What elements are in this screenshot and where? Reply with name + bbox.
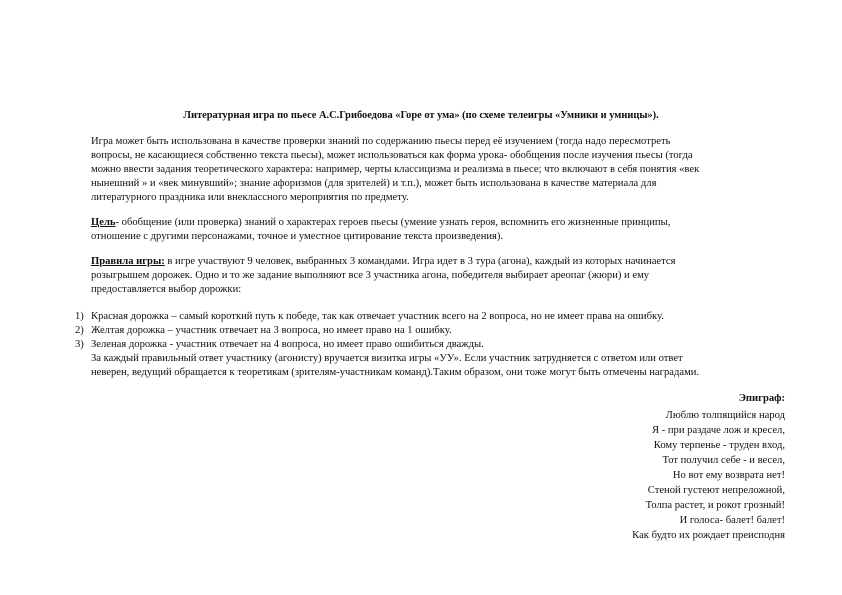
list-number: 2) <box>75 325 84 336</box>
rules-text: в игре участвуют 9 человек, выбранных 3 командами. Игра идет в 3 тура (агона), каждый из которых начинается <box>164 256 676 267</box>
intro-line: литературного праздника или внеклассного мероприятия по предмету. <box>91 192 409 203</box>
epigraph-line: Люблю толпящийся народ <box>665 410 785 421</box>
goal-line <box>91 216 670 230</box>
rules-line: розыгрышем дорожек. Одно и то же задание выполняют все 3 участника агона, победителя выбирает ареопаг (жюри) и ему <box>91 270 650 281</box>
epigraph-line: Толпа растет, и рокот грозный! <box>645 500 785 511</box>
epigraph-line: Стеной густеют непреложной, <box>647 485 785 496</box>
epigraph-heading: Эпиграф: <box>738 393 785 404</box>
list-text: Зеленая дорожка - участник отвечает на 4 вопроса, но имеет право ошибиться дважды. <box>91 339 484 350</box>
intro-line: нынешний » и «век минувший»; знание афоризмов (для зрителей) и т.п.), может быть использована в качестве материала для <box>91 178 657 189</box>
rules-line: предоставляется выбор дорожки: <box>91 284 242 295</box>
epigraph-line: Но вот ему возврата нет! <box>672 470 785 481</box>
intro-line: вопросы, не касающиеся собственно текста пьесы), может использоваться как форма урока- обобщения после изучения пьесы (тогда <box>91 150 693 161</box>
list-number: 3) <box>75 339 84 350</box>
epigraph-line: И голоса- балет! балет! <box>679 515 785 526</box>
goal-line: отношение с другими персонажами, точное и уместное цитирование текста произведения). <box>91 231 504 242</box>
intro-line: Игра может быть использована в качестве проверки знаний по содержанию пьесы перед её изучением (тогда надо пересмотреть <box>91 136 671 147</box>
goal-text: - обобщение (или проверка) знаний о характерах героев пьесы (умение узнать героя, вспомнить его жизненные принципы, <box>115 217 671 228</box>
document-title: Литературная игра по пьесе А.С.Грибоедова «Горе от ума» (по схеме телеигры «Умники и умницы»). <box>183 110 659 121</box>
epigraph-line: Я - при раздаче лож и кресел, <box>652 425 785 436</box>
epigraph-line: Кому терпенье - труден вход, <box>653 440 785 451</box>
epigraph-line: Как будто их рождает преисподня <box>632 530 785 541</box>
epigraph-line: Тот получил себе - и весел, <box>662 455 785 466</box>
list-number: 1) <box>75 311 84 322</box>
list-text: Красная дорожка – самый короткий путь к победе, так как отвечает участник всего на 2 вопроса, но не имеет права на ошибку. <box>91 311 664 322</box>
goal-label: Цель <box>91 217 116 228</box>
list-text: Желтая дорожка – участник отвечает на 3 вопроса, но имеет право на 1 ошибку. <box>91 325 452 336</box>
reward-line: За каждый правильный ответ участнику (агонисту) вручается визитка игры «УУ». Если участник затрудняется с ответом или ответ <box>91 353 683 364</box>
rules-label: Правила игры: <box>91 256 165 267</box>
rules-line <box>91 255 675 269</box>
reward-line: неверен, ведущий обращается к теоретикам (зрителям-участникам команд).Таким образом, они тоже могут быть отмечены наградами. <box>91 367 700 378</box>
intro-line: можно ввести задания теоретического характера: например, черты классицизма и реализма в пьесе; что включают в себя понятия «век <box>91 164 700 175</box>
